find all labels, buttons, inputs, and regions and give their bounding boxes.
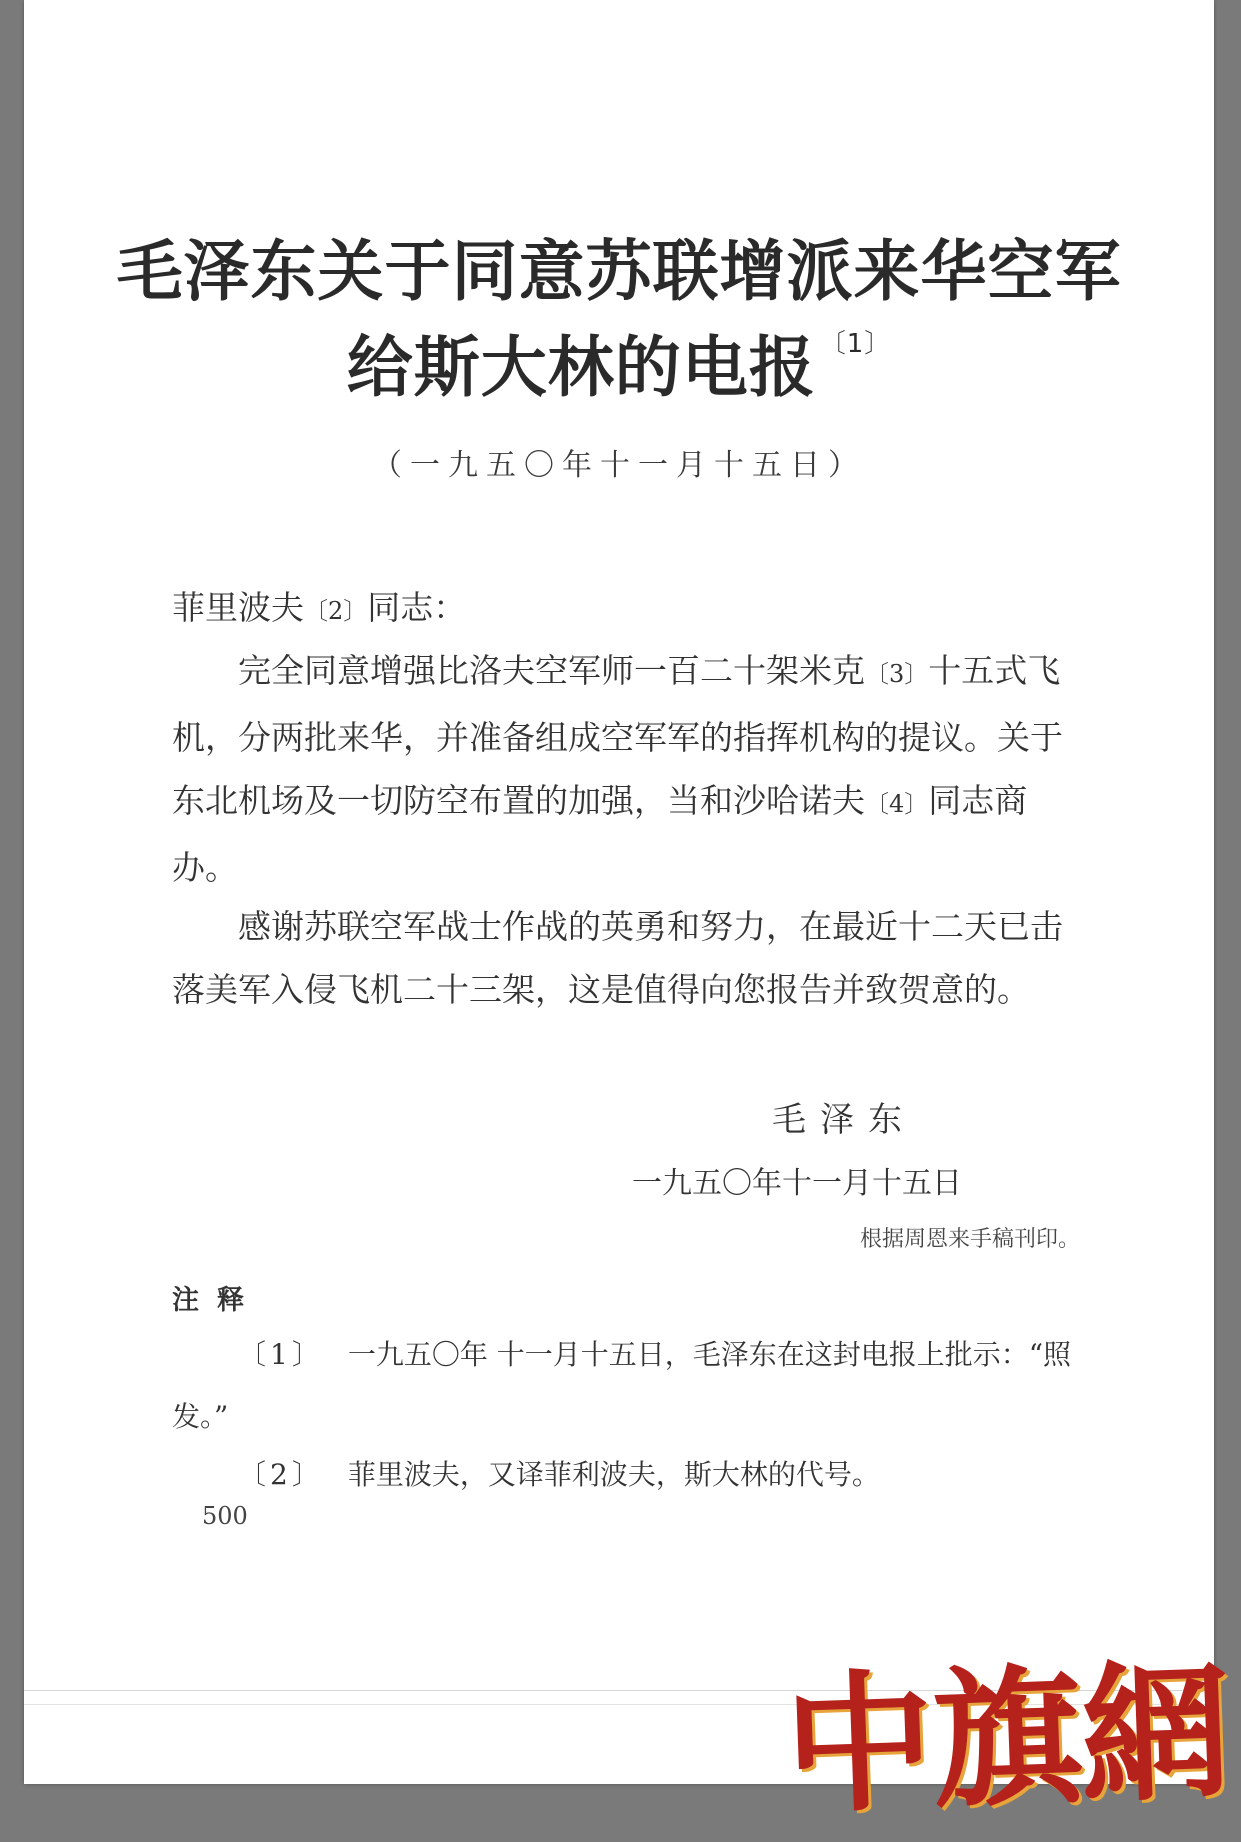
note-item	[172, 1324, 1082, 1448]
note-text: 一九五〇年 十一月十五日，毛泽东在这封电报上批示：“照发。”	[172, 1338, 1072, 1433]
note-item	[172, 1444, 1082, 1506]
salutation-name: 菲里波夫	[172, 588, 304, 627]
p1-part-b: 十五式飞机，分两批来华，并准备组成空军军的指挥机构的提议。关于东北机场及一切防空布置的加强，当和沙哈诺夫	[172, 651, 1063, 820]
document-title-line-1: 毛泽东关于同意苏联增派来华空军	[116, 233, 1122, 310]
p1-part-a: 完全同意增强比洛夫空军师一百二十架米克	[238, 651, 865, 690]
note-number: 〔1〕	[238, 1338, 324, 1371]
salutation	[172, 576, 1082, 643]
letter-paragraph-2: 感谢苏联空军战士作战的英勇和努力，在最近十二天已击落美军入侵飞机二十三架，这是值得向您报告并致贺意的。	[172, 907, 1063, 1009]
letter-paragraph-1	[172, 639, 1082, 899]
p1-ref-4: 〔4〕	[865, 790, 929, 818]
signature-date: 一九五〇年十一月十五日	[632, 1166, 962, 1201]
notes-heading: 注释	[172, 1285, 262, 1316]
salutation-tail: 同志：	[367, 588, 467, 627]
salutation-ref: 〔2〕	[304, 597, 368, 625]
document-page	[24, 0, 1232, 1835]
document-title-line-2	[24, 314, 1214, 409]
source-note: 根据周恩来手稿刊印。	[859, 1227, 1080, 1252]
signature: 毛泽东	[772, 1100, 916, 1140]
p1-ref-3: 〔3〕	[865, 660, 929, 688]
watermark-logo: 中旗網	[781, 1643, 1232, 1835]
page-number: 500	[202, 1502, 248, 1530]
note-number: 〔2〕	[238, 1458, 324, 1491]
note-text: 菲里波夫，又译菲利波夫，斯大林的代号。	[347, 1458, 880, 1491]
p1-part-c: 同志商办。	[172, 781, 1028, 887]
title-footnote-ref: 〔1〕	[819, 329, 892, 359]
title-line-2-text: 给斯大林的电报	[346, 329, 816, 406]
document-date: （一九五〇年十一月十五日）	[372, 448, 866, 483]
